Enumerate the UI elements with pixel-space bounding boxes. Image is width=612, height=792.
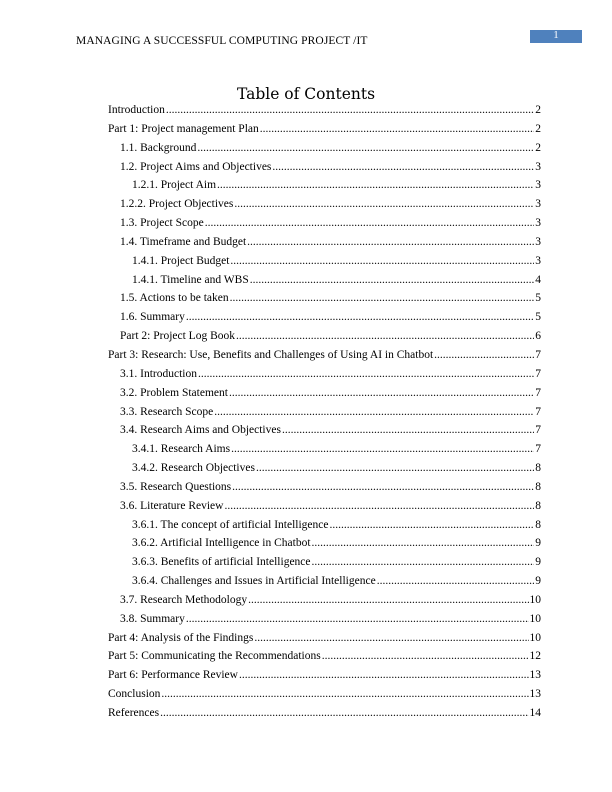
toc-entry-text: 3.4. Research Aims and Objectives (120, 424, 281, 437)
toc-entry-page: 3 (535, 254, 541, 267)
toc-entry[interactable] (108, 481, 541, 500)
toc-entry[interactable] (108, 688, 541, 707)
toc-entry-text: 1.3. Project Scope (120, 217, 204, 230)
toc-entry-text: 1.6. Summary (120, 311, 185, 324)
toc-entry-page: 8 (535, 518, 541, 531)
toc-dot-leader (329, 519, 534, 531)
toc-entry-page: 8 (535, 499, 541, 512)
toc-dot-leader (217, 179, 534, 191)
toc-entry-page: 5 (535, 311, 541, 324)
toc-dot-leader (229, 387, 534, 399)
toc-entry-page: 9 (535, 537, 541, 550)
toc-entry-page: 13 (529, 688, 541, 701)
toc-dot-leader (247, 236, 534, 248)
toc-dot-leader (230, 255, 534, 267)
toc-entry[interactable] (108, 707, 541, 726)
toc-entry-text: 3.8. Summary (120, 612, 185, 625)
toc-entry-page: 3 (535, 160, 541, 173)
toc-entry-text: 1.4.1. Timeline and WBS (132, 273, 249, 286)
toc-entry-text: 3.3. Research Scope (120, 405, 214, 418)
toc-dot-leader (230, 292, 535, 304)
toc-entry-text: 1.2. Project Aims and Objectives (120, 160, 272, 173)
toc-entry[interactable] (108, 142, 541, 161)
toc-entry[interactable] (108, 537, 541, 556)
toc-title: Table of Contents (236, 85, 376, 103)
toc-dot-leader (166, 104, 534, 116)
toc-entry[interactable] (108, 632, 541, 651)
toc-dot-leader (256, 462, 534, 474)
toc-entry-page: 3 (535, 217, 541, 230)
toc-entry[interactable] (108, 650, 541, 669)
toc-entry-text: Part 4: Analysis of the Findings (108, 631, 254, 644)
toc-entry-page: 2 (535, 122, 541, 135)
toc-entry[interactable] (108, 217, 541, 236)
toc-entry-page: 8 (535, 462, 541, 475)
toc-entry-page: 2 (535, 141, 541, 154)
toc-dot-leader (214, 406, 534, 418)
toc-entry[interactable] (108, 311, 541, 330)
toc-dot-leader (377, 575, 535, 587)
toc-entry[interactable] (108, 198, 541, 217)
toc-list (108, 104, 541, 726)
toc-dot-leader (160, 707, 528, 719)
toc-dot-leader (254, 632, 528, 644)
toc-entry-text: 3.7. Research Methodology (120, 593, 248, 606)
toc-entry-text: Part 5: Communicating the Recommendations (108, 650, 321, 663)
toc-entry-text: 3.1. Introduction (120, 367, 197, 380)
toc-entry[interactable] (108, 500, 541, 519)
toc-entry-text: 3.6. Literature Review (120, 499, 224, 512)
toc-entry-page: 9 (535, 575, 541, 588)
toc-entry[interactable] (108, 179, 541, 198)
toc-entry-text: Part 6: Performance Review (108, 669, 238, 682)
toc-entry[interactable] (108, 406, 541, 425)
toc-entry[interactable] (108, 349, 541, 368)
toc-entry-text: 3.2. Problem Statement (120, 386, 228, 399)
toc-entry-page: 3 (535, 179, 541, 192)
toc-entry[interactable] (108, 236, 541, 255)
toc-entry-text: 1.4. Timeframe and Budget (120, 235, 247, 248)
toc-dot-leader (232, 481, 534, 493)
toc-entry-page: 3 (535, 198, 541, 211)
toc-entry-page: 10 (529, 612, 541, 625)
toc-entry-text: References (108, 707, 160, 719)
toc-entry-text: Part 2: Project Log Book (120, 330, 235, 343)
toc-entry[interactable] (108, 575, 541, 594)
toc-entry-text: 3.4.1. Research Aims (132, 443, 231, 456)
toc-entry-text: 3.4.2. Research Objectives (132, 462, 255, 475)
toc-entry-text: 1.4.1. Project Budget (132, 254, 230, 267)
toc-entry[interactable] (108, 594, 541, 613)
toc-entry-page: 9 (535, 556, 541, 569)
toc-dot-leader (322, 650, 529, 662)
toc-entry[interactable] (108, 123, 541, 142)
toc-dot-leader (231, 443, 534, 455)
toc-entry-text: Conclusion (108, 688, 161, 701)
running-head: MANAGING A SUCCESSFUL COMPUTING PROJECT /IT (76, 35, 368, 47)
toc-entry-text: 1.5. Actions to be taken (120, 292, 229, 305)
toc-dot-leader (260, 123, 535, 135)
toc-entry[interactable] (108, 519, 541, 538)
page-number-badge (530, 30, 582, 43)
toc-entry-text: 3.6.1. The concept of artificial Intelligence (132, 518, 329, 531)
toc-entry-page: 7 (535, 367, 541, 380)
toc-entry-page: 4 (535, 273, 541, 286)
toc-entry[interactable] (108, 443, 541, 462)
toc-entry-page: 10 (529, 593, 541, 606)
toc-entry[interactable] (108, 161, 541, 180)
toc-entry-text: Part 1: Project management Plan (108, 122, 259, 135)
toc-entry-text: 1.2.1. Project Aim (132, 179, 217, 192)
toc-entry-page: 6 (535, 330, 541, 343)
toc-dot-leader (282, 424, 534, 436)
toc-entry[interactable] (108, 387, 541, 406)
toc-dot-leader (186, 613, 529, 625)
toc-entry-text: 1.1. Background (120, 141, 197, 154)
toc-entry-page: 7 (535, 386, 541, 399)
toc-entry-page: 7 (535, 424, 541, 437)
toc-entry-page: 3 (535, 235, 541, 248)
page-number: 1 (553, 29, 559, 41)
toc-dot-leader (224, 500, 534, 512)
toc-dot-leader (236, 330, 534, 342)
toc-entry-page: 5 (535, 292, 541, 305)
toc-entry[interactable] (108, 368, 541, 387)
toc-entry[interactable] (108, 274, 541, 293)
toc-dot-leader (312, 556, 535, 568)
toc-dot-leader (234, 198, 534, 210)
toc-entry-page: 8 (535, 480, 541, 493)
toc-entry-text: 3.6.2. Artificial Intelligence in Chatbot (132, 537, 311, 550)
toc-entry[interactable] (108, 424, 541, 443)
toc-entry[interactable] (108, 669, 541, 688)
toc-entry-page: 12 (529, 650, 541, 663)
toc-entry-text: 3.5. Research Questions (120, 480, 232, 493)
toc-entry[interactable] (108, 462, 541, 481)
toc-dot-leader (197, 142, 534, 154)
toc-entry-text: 1.2.2. Project Objectives (120, 198, 234, 211)
toc-dot-leader (239, 669, 529, 681)
toc-entry[interactable] (108, 255, 541, 274)
toc-entry-page: 7 (535, 348, 541, 361)
toc-dot-leader (205, 217, 535, 229)
toc-entry[interactable] (108, 104, 541, 123)
toc-entry-page: 7 (535, 443, 541, 456)
toc-entry-page: 10 (529, 631, 541, 644)
toc-entry-page: 14 (529, 707, 541, 719)
toc-entry-text: Part 3: Research: Use, Benefits and Challenges of Using AI in Chatbot (108, 348, 434, 361)
toc-dot-leader (161, 688, 528, 700)
toc-dot-leader (186, 311, 534, 323)
toc-entry-text: 3.6.3. Benefits of artificial Intelligence (132, 556, 311, 569)
toc-entry[interactable] (108, 556, 541, 575)
toc-entry[interactable] (108, 330, 541, 349)
toc-entry-page: 7 (535, 405, 541, 418)
toc-entry[interactable] (108, 292, 541, 311)
toc-dot-leader (248, 594, 528, 606)
toc-entry-text: 3.6.4. Challenges and Issues in Artificial Intelligence (132, 575, 376, 588)
toc-dot-leader (272, 161, 534, 173)
toc-entry[interactable] (108, 613, 541, 632)
toc-entry-text: Introduction (108, 104, 165, 116)
toc-entry-page: 13 (529, 669, 541, 682)
toc-dot-leader (250, 274, 535, 286)
toc-dot-leader (434, 349, 534, 361)
toc-dot-leader (198, 368, 534, 380)
toc-dot-leader (312, 537, 535, 549)
toc-entry-page: 2 (535, 104, 541, 116)
